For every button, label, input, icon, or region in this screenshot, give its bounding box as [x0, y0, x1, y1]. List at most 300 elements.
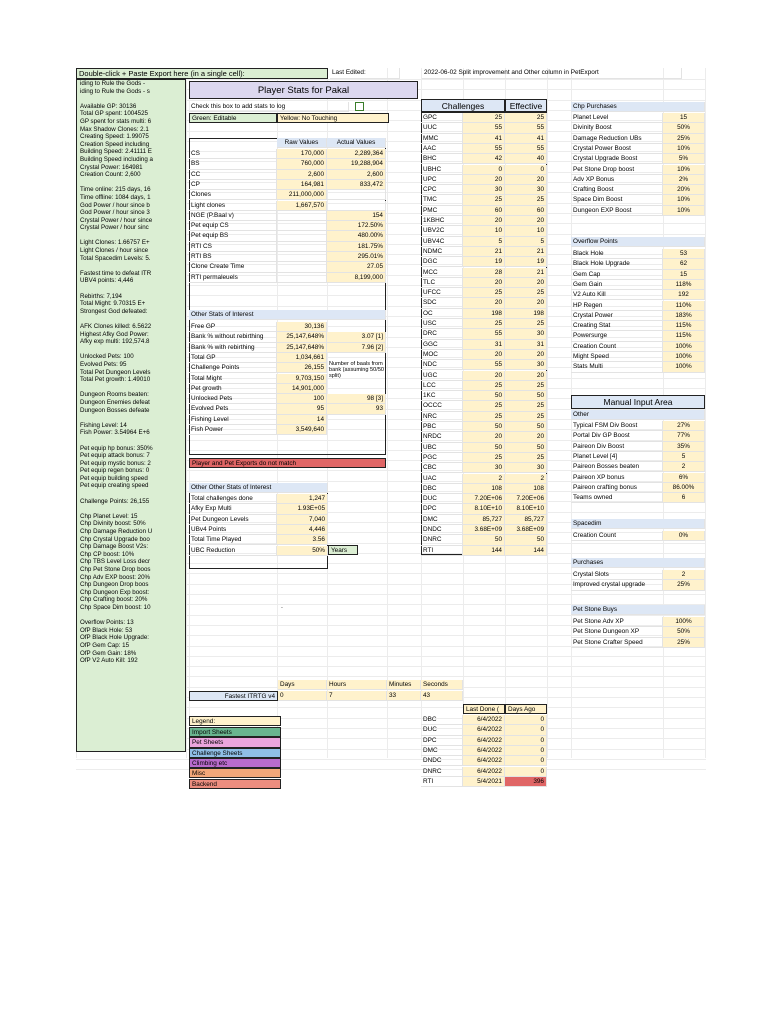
stat-raw-value[interactable] [277, 231, 327, 241]
interest-raw-value[interactable]: 100 [277, 394, 327, 404]
other-other-value: 50% [277, 546, 328, 556]
fastest-time-header: Days [278, 680, 327, 690]
stat-label: Clones [189, 190, 277, 200]
interest-label: Pet growth [189, 384, 277, 394]
right-item-value[interactable]: 10% [663, 165, 705, 175]
challenge-effective: 25 [505, 412, 547, 422]
other-other-label: Total challenges done [189, 494, 277, 504]
export-text-line: Total Might: 9.70315 E+ [80, 300, 146, 308]
export-text-line [77, 232, 185, 240]
interest-raw-value[interactable]: 30,136 [277, 322, 327, 332]
right-item-value[interactable]: 192 [663, 290, 705, 300]
challenge-effective: 21 [505, 247, 547, 257]
export-text-line: Creation Speed including [80, 140, 150, 148]
stat-raw-value[interactable]: 170,000 [277, 149, 327, 159]
challenge-name: NRDC [421, 432, 463, 442]
challenge-name: PGC [421, 453, 463, 463]
stat-raw-value[interactable]: 164,981 [277, 180, 327, 190]
stat-raw-value[interactable]: 211,000,000 [277, 190, 327, 200]
challenge-value[interactable]: 25 [463, 288, 505, 298]
right-item-value[interactable]: 10% [663, 206, 705, 216]
interest-raw-value[interactable]: 26,155 [277, 363, 327, 373]
challenge-value[interactable]: 50 [463, 535, 505, 545]
right-item-label: Pet Stone Adv XP [571, 617, 663, 627]
export-text-line [77, 262, 185, 270]
right-item-value[interactable]: 15 [663, 270, 705, 280]
stat-raw-value[interactable] [277, 262, 327, 272]
right-item-value[interactable]: 100% [663, 342, 705, 352]
challenge-name: NDMC [421, 247, 463, 257]
challenge-name: SDC [421, 298, 463, 308]
challenge-value[interactable]: 25 [463, 195, 505, 205]
export-text-line [77, 612, 185, 620]
challenge-effective: 40 [505, 154, 547, 164]
right-item-value[interactable]: 2 [663, 570, 705, 580]
last-done-challenge: DNDC [421, 756, 463, 766]
stat-label: CC [189, 170, 277, 180]
export-text-line [77, 490, 185, 498]
export-text-line [77, 414, 185, 422]
challenge-name: DPC [421, 504, 463, 514]
days-ago-header: Days Ago [505, 704, 547, 714]
challenge-value[interactable]: 25 [463, 401, 505, 411]
stat-raw-value[interactable] [277, 221, 327, 231]
legend-item: Challenge Sheets [189, 748, 281, 758]
right-item-label: Paireon Bosses beaten [571, 462, 663, 472]
interest-raw-value[interactable]: 3,549,640 [277, 425, 327, 435]
right-item-value[interactable]: 27% [663, 421, 705, 431]
right-item-label: Black Hole Upgrade [571, 259, 663, 269]
challenge-name: MMC [421, 134, 463, 144]
export-text-line: OfP Gem Cap: 15 [80, 641, 130, 649]
right-item-value[interactable]: 100% [663, 362, 705, 372]
challenge-effective: 20 [505, 216, 547, 226]
right-item-label: Divinity Boost [571, 123, 663, 133]
right-item-label: Gem Cap [571, 270, 663, 280]
last-done-challenge: DBC [421, 715, 463, 725]
challenge-name: UBHC [421, 165, 463, 175]
other-other-value: 3.56 [277, 535, 328, 545]
challenge-value[interactable]: 60 [463, 206, 505, 216]
last-edited-value: 2022-06-02 Split improvement and Other column in PetExport [422, 68, 682, 79]
challenge-value[interactable]: 28 [463, 268, 505, 278]
right-item-value[interactable]: 6 [663, 493, 705, 503]
right-item-value[interactable]: 10% [663, 144, 705, 154]
challenge-effective: 7.20E+06 [505, 494, 547, 504]
challenge-value[interactable]: 21 [463, 247, 505, 257]
challenge-name: AAC [421, 144, 463, 154]
challenge-effective: 30 [505, 360, 547, 370]
other-other-label: UBv4 Points [189, 525, 277, 535]
challenge-effective: 25 [505, 288, 547, 298]
right-item-value[interactable]: 86.00% [663, 483, 705, 493]
challenge-effective: 50 [505, 391, 547, 401]
days-ago-value: 0 [505, 756, 547, 766]
export-text-line: Crystal Power: 164981 [80, 163, 143, 171]
right-item-label: Stats Multi [571, 362, 663, 372]
challenge-value[interactable]: 20 [463, 175, 505, 185]
effective-header: Effective [505, 99, 547, 112]
right-item-value[interactable]: 0% [663, 531, 705, 541]
challenge-name: BHC [421, 154, 463, 164]
challenge-effective: 25 [505, 401, 547, 411]
right-item-label: Planet Level [571, 113, 663, 123]
right-item-value[interactable]: 25% [663, 580, 705, 590]
export-text-line: OfP Gem Gain: 18% [80, 649, 137, 657]
challenge-name: CBC [421, 463, 463, 473]
bank-note: Number of baals from bank (assuming 50/50 split) [329, 361, 385, 380]
export-text-line: OfP V2 Auto Kill: 192 [80, 657, 138, 665]
challenge-effective: 31 [505, 340, 547, 350]
export-text-line: Rebirths: 7,194 [80, 292, 122, 300]
fastest-time-header: Seconds [421, 680, 463, 690]
last-done-challenge: DMC [421, 746, 463, 756]
last-done-challenge: DUC [421, 725, 463, 735]
right-item-label: Crystal Power Boost [571, 144, 663, 154]
interest-actual-value: 7.96 [2] [327, 343, 386, 353]
stat-actual-value: 19,288,904 [327, 159, 386, 169]
overflow-points-header: Overflow Points [571, 237, 705, 247]
challenge-name: RTI [421, 546, 463, 556]
challenge-name: TLC [421, 278, 463, 288]
right-item-label: Pet Stone Dungeon XP [571, 627, 663, 637]
challenge-value[interactable]: 108 [463, 484, 505, 494]
challenge-value[interactable]: 25 [463, 453, 505, 463]
challenge-value[interactable]: 30 [463, 185, 505, 195]
challenge-effective: 0 [505, 165, 547, 175]
challenge-name: GGC [421, 340, 463, 350]
export-text-line: Creating Speed: 1.99075 [80, 133, 149, 141]
right-item-value[interactable]: 25% [663, 638, 705, 648]
interest-raw-value[interactable]: 25,147,648% [277, 343, 327, 353]
challenge-value[interactable]: 50 [463, 422, 505, 432]
export-text-line: Overflow Points: 13 [80, 619, 134, 627]
stat-label: CP [189, 180, 277, 190]
export-text-line: Evolved Pets: 95 [80, 360, 127, 368]
stat-actual-value: 8,199,000 [327, 273, 386, 283]
right-item-value[interactable]: 35% [663, 442, 705, 452]
challenge-effective: 50 [505, 443, 547, 453]
interest-label: Fish Power [189, 425, 277, 435]
challenge-value[interactable]: 2 [463, 474, 505, 484]
challenge-value[interactable]: 31 [463, 340, 505, 350]
green-editable-label: Green: Editable [189, 113, 277, 123]
days-ago-value: 0 [505, 715, 547, 725]
challenge-value[interactable]: 20 [463, 432, 505, 442]
fastest-time-value: 7 [327, 691, 387, 701]
challenge-name: DBC [421, 484, 463, 494]
export-text-line: Light Clones: 1.66757 E+ [80, 239, 150, 247]
challenge-value[interactable]: 25 [463, 319, 505, 329]
legend-item: Misc [189, 768, 281, 778]
right-item-label: Portal Div GP Boost [571, 431, 663, 441]
stat-actual-value: 181.75% [327, 242, 386, 252]
stat-actual-value: 295.01% [327, 252, 386, 262]
challenge-value[interactable]: 25 [463, 381, 505, 391]
interest-raw-value[interactable]: 1,034,661 [277, 353, 327, 363]
challenge-name: GPC [421, 113, 463, 123]
stat-raw-value[interactable] [277, 242, 327, 252]
add-to-log-checkbox[interactable] [355, 102, 364, 111]
stat-label: Clone Create Time [189, 262, 277, 272]
last-edited-label: Last Edited: [330, 68, 400, 79]
stat-raw-value[interactable]: 1,667,570 [277, 201, 327, 211]
right-item-label: Creation Count [571, 342, 663, 352]
right-item-label: HP Regen [571, 301, 663, 311]
right-item-value[interactable]: 20% [663, 185, 705, 195]
stat-actual-value [327, 190, 386, 200]
export-text-line: AFK Clones killed: 6.5622 [80, 323, 152, 330]
challenges-header: Challenges [421, 99, 505, 112]
challenge-value[interactable]: 5 [463, 237, 505, 247]
challenge-name: OCCC [421, 401, 463, 411]
export-text-line: Building Speed including a [80, 155, 153, 163]
challenge-value[interactable]: 25 [463, 412, 505, 422]
challenge-value[interactable]: 25 [463, 113, 505, 123]
challenge-effective: 25 [505, 453, 547, 463]
challenge-name: UBC [421, 443, 463, 453]
export-text-line: Chp Damage Reduction U [80, 528, 153, 536]
last-done-date[interactable]: 6/4/2022 [463, 756, 505, 766]
export-text-line: Chp Crystal Upgrade boo [80, 535, 150, 543]
challenge-value[interactable]: 85,727 [463, 515, 505, 525]
export-text-line: Chp Space Dim boost: 10 [80, 603, 151, 611]
export-text-line: Available GP: 30136 [80, 102, 137, 110]
interest-label: Total GP [189, 353, 277, 363]
export-text-line [77, 437, 185, 445]
right-item-value[interactable]: 77% [663, 431, 705, 441]
stat-raw-value[interactable] [277, 211, 327, 221]
stat-label: BS [189, 159, 277, 169]
challenge-value[interactable]: 55 [463, 360, 505, 370]
export-text-line: Max Shadow Clones: 2.1 [80, 125, 149, 133]
interest-raw-value[interactable]: 25,147,648% [277, 332, 327, 342]
right-item-value[interactable]: 2 [663, 462, 705, 472]
challenge-name: 1KC [421, 391, 463, 401]
challenge-effective: 50 [505, 535, 547, 545]
challenge-name: PMC [421, 206, 463, 216]
last-done-date[interactable]: 6/4/2022 [463, 746, 505, 756]
interest-raw-value[interactable]: 95 [277, 404, 327, 414]
challenge-effective: 55 [505, 144, 547, 154]
challenge-name: UUC [421, 123, 463, 133]
challenge-effective: 55 [505, 123, 547, 133]
export-text-line: Unlocked Pets: 100 [80, 353, 134, 361]
challenge-value[interactable]: 198 [463, 309, 505, 319]
other-other-value: 4,446 [277, 525, 328, 535]
right-item-label: Gem Gain [571, 280, 663, 290]
fastest-time-header: Minutes [387, 680, 421, 690]
challenge-name: UBV2C [421, 226, 463, 236]
challenge-effective: 30 [505, 463, 547, 473]
fastest-time-value: 33 [387, 691, 421, 701]
export-text-line: Pet equip building speed [80, 474, 148, 482]
right-item-value[interactable]: 115% [663, 321, 705, 331]
challenge-value[interactable]: 20 [463, 298, 505, 308]
right-item-label: Improved crystal upgrade [571, 580, 663, 590]
challenge-name: 1KBHC [421, 216, 463, 226]
export-text-line: Dungeon Enemies defeat [80, 398, 150, 406]
stat-actual-value: 154 [327, 211, 386, 221]
challenge-value[interactable]: 50 [463, 391, 505, 401]
interest-label: Fishing Level [189, 415, 277, 425]
challenge-effective: 25 [505, 195, 547, 205]
right-item-value[interactable]: 6% [663, 473, 705, 483]
paste-export-cell[interactable]: Double-click + Paste Export here (in a single cell): [76, 68, 328, 79]
stat-label: Pet equip CS [189, 221, 277, 231]
right-item-value[interactable]: 100% [663, 617, 705, 627]
right-item-value[interactable]: 10% [663, 195, 705, 205]
other-stats-header: Other Stats of Interest [189, 310, 386, 320]
challenge-name: PBC [421, 422, 463, 432]
interest-label: Challenge Points [189, 363, 277, 373]
challenge-effective: 21 [505, 268, 547, 278]
export-text-line [77, 315, 185, 323]
challenge-value[interactable]: 20 [463, 278, 505, 288]
stat-actual-value: 2,600 [327, 170, 386, 180]
challenge-value[interactable]: 8.10E+10 [463, 504, 505, 514]
right-item-value[interactable]: 110% [663, 301, 705, 311]
challenge-name: UGC [421, 371, 463, 381]
challenge-name: DRC [421, 329, 463, 339]
right-item-label: Typical FSM Div Boost [571, 421, 663, 431]
challenge-value[interactable]: 19 [463, 257, 505, 267]
stat-raw-value[interactable] [277, 252, 327, 262]
legend-item: Pet Sheets [189, 737, 281, 747]
challenge-value[interactable]: 20 [463, 371, 505, 381]
challenge-effective: 25 [505, 381, 547, 391]
export-text-line: Chp Divinity boost: 50% [80, 520, 146, 528]
interest-raw-value[interactable]: 9,703,150 [277, 374, 327, 384]
challenge-value[interactable]: 55 [463, 144, 505, 154]
stat-label: RTI CS [189, 242, 277, 252]
player-stats-title: Player Stats for Pakal [189, 81, 418, 99]
right-item-label: Crystal Power [571, 311, 663, 321]
last-done-date[interactable]: 6/4/2022 [463, 767, 505, 777]
other-other-value: 1.93E+05 [277, 504, 328, 514]
pet-stone-buys-header: Pet Stone Buys [571, 605, 705, 615]
challenge-value[interactable]: 144 [463, 546, 505, 556]
export-text-line: Afky exp multi: 192,574.8 [80, 338, 150, 346]
export-text-line: Crystal Power / hour since [80, 216, 153, 224]
export-text-line: Dungeon Bosses defeate [80, 406, 150, 414]
export-text-line: Chp Dungeon Exp boost: [80, 588, 150, 596]
right-item-value[interactable]: 5 [663, 452, 705, 462]
right-item-value[interactable]: 53 [663, 249, 705, 259]
last-done-date[interactable]: 6/4/2022 [463, 715, 505, 725]
right-item-value[interactable]: 50% [663, 627, 705, 637]
challenge-value[interactable]: 3.68E+09 [463, 525, 505, 535]
legend-item: Import Sheets [189, 727, 281, 737]
manual-input-header: Manual Input Area [571, 395, 705, 409]
right-item-value[interactable]: 5% [663, 154, 705, 164]
export-text-line: Chp Planet Level: 15 [80, 512, 138, 520]
challenge-name: CPC [421, 185, 463, 195]
right-item-value[interactable]: 100% [663, 352, 705, 362]
challenge-value[interactable]: 50 [463, 443, 505, 453]
right-item-value[interactable]: 50% [663, 123, 705, 133]
legend-item: Backend [189, 779, 281, 789]
challenge-effective: 144 [505, 546, 547, 556]
right-item-label: Black Hole [571, 249, 663, 259]
interest-label: Evolved Pets [189, 404, 277, 414]
challenge-value[interactable]: 55 [463, 329, 505, 339]
export-text-line: Crystal Power / hour sinc [80, 224, 149, 232]
challenge-value[interactable]: 10 [463, 226, 505, 236]
right-item-value[interactable]: 118% [663, 280, 705, 290]
export-text-line: Pet equip regen bonus: 0 [80, 467, 150, 475]
export-text-line: Total Pet Dungeon Levels [80, 368, 151, 376]
challenge-value[interactable]: 42 [463, 154, 505, 164]
days-ago-value: 0 [505, 725, 547, 735]
right-item-label: Adv XP Bonus [571, 175, 663, 185]
stat-raw-value[interactable]: 2,600 [277, 170, 327, 180]
last-done-date[interactable]: 6/4/2022 [463, 736, 505, 746]
export-text-panel[interactable] [76, 79, 186, 752]
purchases-header: Purchases [571, 558, 705, 568]
interest-label: Unlocked Pets [189, 394, 277, 404]
interest-label: Total Might [189, 374, 277, 384]
fastest-itrtg-label: Fastest ITRTG v4 [189, 691, 278, 701]
export-text-line: OfP Black Hole: 53 [80, 626, 133, 634]
challenge-value[interactable]: 41 [463, 134, 505, 144]
challenge-name: UPC [421, 175, 463, 185]
export-text-line: Total Spacedim Levels: 5. [80, 254, 151, 262]
challenge-value[interactable]: 7.20E+06 [463, 494, 505, 504]
right-item-value[interactable]: 25% [663, 134, 705, 144]
last-done-date[interactable]: 6/4/2022 [463, 725, 505, 735]
right-item-value[interactable]: 115% [663, 331, 705, 341]
challenge-value[interactable]: 20 [463, 350, 505, 360]
right-item-label: Planet Level [4] [571, 452, 663, 462]
days-ago-value: 0 [505, 736, 547, 746]
challenge-value[interactable]: 0 [463, 165, 505, 175]
stat-raw-value[interactable]: 760,000 [277, 159, 327, 169]
spacedim-header: Spacedim [571, 519, 705, 529]
right-item-label: Space Dim Boost [571, 195, 663, 205]
export-text-line: Pet equip hp bonus: 350% [80, 444, 153, 452]
challenge-value[interactable]: 20 [463, 216, 505, 226]
stat-label: NGE (P.Baal v) [189, 211, 277, 221]
export-text-line [77, 285, 185, 293]
stat-raw-value[interactable] [277, 273, 327, 283]
interest-raw-value[interactable]: 14 [277, 415, 327, 425]
export-text-line: Creation Count: 2,600 [80, 171, 141, 179]
other-other-label: Pet Dungeon Levels [189, 515, 277, 525]
last-done-date[interactable]: 5/4/2021 [463, 777, 505, 787]
challenge-effective: 20 [505, 432, 547, 442]
challenge-effective: 20 [505, 298, 547, 308]
right-item-value[interactable]: 2% [663, 175, 705, 185]
export-mismatch-warning: Player and Pet Exports do not match [189, 458, 386, 468]
export-text-line: Pet equip creating speed [80, 482, 149, 490]
challenge-effective: 20 [505, 350, 547, 360]
interest-actual-value: 3.07 [1] [327, 332, 386, 342]
yellow-no-touching-label: Yellow: No Touching [277, 113, 389, 123]
challenge-value[interactable]: 55 [463, 123, 505, 133]
challenge-value[interactable]: 30 [463, 463, 505, 473]
challenge-name: MOC [421, 350, 463, 360]
right-item-value[interactable]: 183% [663, 311, 705, 321]
interest-label: Bank % without rebirthing [189, 332, 277, 342]
raw-values-header: Raw Values [277, 138, 327, 148]
right-item-value[interactable]: 62 [663, 259, 705, 269]
challenge-name: TMC [421, 195, 463, 205]
challenge-name: DUC [421, 494, 463, 504]
right-item-value[interactable]: 15 [663, 113, 705, 123]
interest-raw-value[interactable]: 14,901,000 [277, 384, 327, 394]
stat-actual-value [327, 201, 386, 211]
